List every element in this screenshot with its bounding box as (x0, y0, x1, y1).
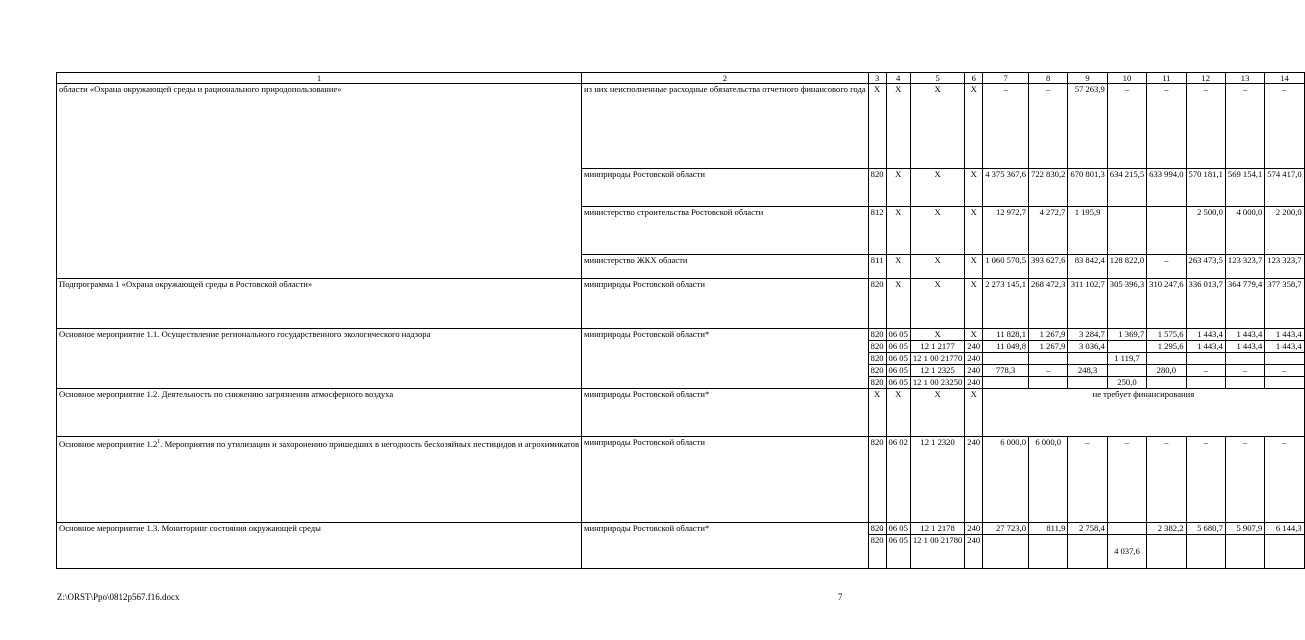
value-cell: 336 013,7 (1186, 279, 1225, 329)
cell: 06 05 (886, 523, 910, 535)
value-cell: 1 443,4 (1186, 341, 1225, 353)
value-cell: 4 272,7 (1029, 207, 1068, 255)
value-cell: – (983, 84, 1029, 169)
value-cell: 11 828,1 (983, 329, 1029, 341)
value-cell: 570 181,1 (1186, 169, 1225, 207)
value-cell (1029, 377, 1068, 389)
program-name-cell: области «Охрана окружающей среды и рационального природопользование» (57, 84, 582, 279)
cell: 12 1 2320 (910, 437, 964, 523)
cell: X (965, 84, 983, 169)
cell: 06 05 (886, 535, 910, 569)
col-header: 6 (965, 73, 983, 84)
cell: 820 (868, 377, 886, 389)
cell: 812 (868, 207, 886, 255)
executor-cell: минприроды Ростовской области* (582, 389, 869, 437)
value-cell: – (1029, 84, 1068, 169)
col-header: 1 (57, 73, 582, 84)
cell: 240 (965, 377, 983, 389)
value-cell: – (1107, 437, 1146, 523)
executor-cell: министерство строительства Ростовской области (582, 207, 869, 255)
value-cell: 11 049,8 (983, 341, 1029, 353)
no-funding-note: не требует финансирования (983, 389, 1304, 437)
cell: 06 05 (886, 365, 910, 377)
executor-cell: министерство ЖКХ области (582, 255, 869, 279)
value-cell: 1 575,6 (1147, 329, 1186, 341)
cell: 240 (965, 365, 983, 377)
value-cell: 377 358,7 (1265, 279, 1304, 329)
value-cell (983, 377, 1029, 389)
value-cell: 2 500,0 (1186, 207, 1225, 255)
cell: 240 (965, 437, 983, 523)
value-cell (1107, 365, 1146, 377)
cell: 811 (868, 255, 886, 279)
value-cell: – (1068, 437, 1107, 523)
subprogram-name-cell: Подпрограмма 1 «Охрана окружающей среды в Ростовской области» (57, 279, 582, 329)
value-cell: 6 144,3 (1265, 523, 1304, 535)
value-cell: – (1265, 84, 1304, 169)
value-cell (1225, 353, 1264, 365)
col-header: 14 (1265, 73, 1304, 84)
value-cell: – (1225, 84, 1264, 169)
col-header: 12 (1186, 73, 1225, 84)
value-cell: 1 119,7 (1107, 353, 1146, 365)
value-cell: 364 779,4 (1225, 279, 1264, 329)
executor-cell: минприроды Ростовской области* (582, 523, 869, 569)
cell: 12 1 2177 (910, 341, 964, 353)
value-cell: 574 417,0 (1265, 169, 1304, 207)
value-cell: 250,0 (1107, 377, 1146, 389)
executor-cell: минприроды Ростовской области* (582, 329, 869, 389)
activity-name-cell: Основное мероприятие 1.3. Мониторинг состояния окружающей среды (57, 523, 582, 569)
executor-cell: из них неисполненные расходные обязательства отчетного финансового года (582, 84, 869, 169)
cell: X (886, 207, 910, 255)
value-cell: 6 000,0 (1029, 437, 1068, 523)
cell: 12 1 2178 (910, 523, 964, 535)
cell: 06 05 (886, 329, 910, 341)
value-cell (1107, 523, 1146, 535)
cell: X (910, 389, 964, 437)
cell: X (910, 207, 964, 255)
col-header: 11 (1147, 73, 1186, 84)
value-cell: 1 443,4 (1186, 329, 1225, 341)
executor-cell: минприроды Ростовской области (582, 169, 869, 207)
value-cell: 1 195,9 (1068, 207, 1107, 255)
cell: X (886, 389, 910, 437)
value-cell: 5 680,7 (1186, 523, 1225, 535)
activity-name-cell: Основное мероприятие 1.2. Деятельность по снижению загрязнения атмосферного воздуха (57, 389, 582, 437)
value-cell (1186, 377, 1225, 389)
cell: X (965, 279, 983, 329)
value-cell (1107, 341, 1146, 353)
cell: 820 (868, 535, 886, 569)
value-cell: – (1186, 437, 1225, 523)
value-cell: 2 758,4 (1068, 523, 1107, 535)
value-cell: 4 375 367,6 (983, 169, 1029, 207)
value-cell: 280,0 (1147, 365, 1186, 377)
value-cell: – (1265, 437, 1304, 523)
value-cell: 3 284,7 (1068, 329, 1107, 341)
cell: 12 1 00 21770 (910, 353, 964, 365)
value-cell: 1 369,7 (1107, 329, 1146, 341)
cell: 12 1 00 23250 (910, 377, 964, 389)
file-path: Z:\ORST\Ppo\0812p567.f16.docx (57, 592, 180, 602)
value-cell: 305 396,3 (1107, 279, 1146, 329)
value-cell (1029, 535, 1068, 569)
value-cell (1186, 535, 1225, 569)
value-cell: 569 154,1 (1225, 169, 1264, 207)
cell: X (886, 255, 910, 279)
value-cell: 778,3 (983, 365, 1029, 377)
cell: 820 (868, 329, 886, 341)
value-cell: 1 267,9 (1029, 341, 1068, 353)
value-cell: 248,3 (1068, 365, 1107, 377)
value-cell: 634 215,5 (1107, 169, 1146, 207)
cell: 12 1 2325 (910, 365, 964, 377)
value-cell: 12 972,7 (983, 207, 1029, 255)
cell: X (886, 279, 910, 329)
cell: X (868, 84, 886, 169)
cell: X (965, 389, 983, 437)
cell: X (910, 169, 964, 207)
cell: 240 (965, 353, 983, 365)
col-header: 5 (910, 73, 964, 84)
value-cell: 4 037,6 (1107, 535, 1146, 569)
col-header: 3 (868, 73, 886, 84)
value-cell: 1 443,4 (1225, 329, 1264, 341)
value-cell: 123 323,7 (1225, 255, 1264, 279)
cell: X (965, 169, 983, 207)
executor-cell: минприроды Ростовской области (582, 279, 869, 329)
value-cell: 128 822,0 (1107, 255, 1146, 279)
value-cell: 1 443,4 (1265, 341, 1304, 353)
value-cell (1147, 353, 1186, 365)
cell: 820 (868, 523, 886, 535)
value-cell: 4 000,0 (1225, 207, 1264, 255)
budget-table (56, 72, 1305, 569)
value-cell (1265, 377, 1304, 389)
value-cell (1068, 353, 1107, 365)
cell: X (868, 389, 886, 437)
table-row (57, 523, 1305, 535)
cell: X (910, 279, 964, 329)
col-header: 9 (1068, 73, 1107, 84)
value-cell: 393 627,6 (1029, 255, 1068, 279)
value-cell: 311 102,7 (1068, 279, 1107, 329)
value-cell (1265, 353, 1304, 365)
value-cell: 5 907,9 (1225, 523, 1264, 535)
table-row (57, 389, 1305, 437)
value-cell: 6 000,0 (983, 437, 1029, 523)
value-cell: – (1225, 437, 1264, 523)
cell: X (910, 329, 964, 341)
value-cell: – (1147, 437, 1186, 523)
cell: X (965, 207, 983, 255)
col-header: 13 (1225, 73, 1264, 84)
activity-name-cell: Основное мероприятие 1.1. Осуществление регионального государственного экологического надзора (57, 329, 582, 389)
value-cell: – (1029, 365, 1068, 377)
value-cell: – (1107, 84, 1146, 169)
value-cell (1147, 207, 1186, 255)
cell: 06 05 (886, 377, 910, 389)
value-cell: 2 382,2 (1147, 523, 1186, 535)
cell: X (965, 329, 983, 341)
value-cell: 670 801,3 (1068, 169, 1107, 207)
value-cell: 268 472,3 (1029, 279, 1068, 329)
value-cell (1225, 377, 1264, 389)
value-cell (1068, 377, 1107, 389)
value-cell (1029, 353, 1068, 365)
value-cell: 1 443,4 (1265, 329, 1304, 341)
cell: 820 (868, 279, 886, 329)
value-cell: 123 323,7 (1265, 255, 1304, 279)
table-row (57, 279, 1305, 329)
activity-name-end: . Мероприятия по утилизации и захоронению пришедших в негодность бесхозяйных пестицидов и агрохимикатов (160, 438, 580, 449)
page-number: 7 (838, 592, 843, 602)
col-header: 2 (582, 73, 869, 84)
value-cell: 83 842,4 (1068, 255, 1107, 279)
cell: 240 (965, 341, 983, 353)
value-cell (1147, 377, 1186, 389)
cell: 820 (868, 169, 886, 207)
col-header: 10 (1107, 73, 1146, 84)
cell: 06 05 (886, 353, 910, 365)
col-header: 4 (886, 73, 910, 84)
executor-cell: минприроды Ростовской области (582, 437, 869, 523)
value-cell: 1 267,9 (1029, 329, 1068, 341)
value-cell: – (1186, 84, 1225, 169)
value-cell: 2 273 145,1 (983, 279, 1029, 329)
value-cell: 27 723,0 (983, 523, 1029, 535)
cell: 820 (868, 437, 886, 523)
activity-name-start: Основное мероприятие 1.2 (59, 438, 158, 449)
value-cell: 310 247,6 (1147, 279, 1186, 329)
value-cell: – (1186, 365, 1225, 377)
value-cell (1068, 535, 1107, 569)
value-cell (983, 353, 1029, 365)
table-row (57, 329, 1305, 341)
value-cell: – (1147, 84, 1186, 169)
table-row (57, 437, 1305, 523)
value-cell: 3 036,4 (1068, 341, 1107, 353)
value-cell (1107, 207, 1146, 255)
col-header: 8 (1029, 73, 1068, 84)
cell: X (965, 255, 983, 279)
cell: X (910, 255, 964, 279)
value-cell: 811,9 (1029, 523, 1068, 535)
value-cell: 263 473,5 (1186, 255, 1225, 279)
value-cell (1225, 535, 1264, 569)
cell: 820 (868, 353, 886, 365)
cell: 240 (965, 535, 983, 569)
header-row (57, 73, 1305, 84)
value-cell: 2 200,0 (1265, 207, 1304, 255)
cell: X (886, 84, 910, 169)
table-row (57, 84, 1305, 169)
cell: X (910, 84, 964, 169)
value-cell (1186, 353, 1225, 365)
cell: 06 02 (886, 437, 910, 523)
value-cell: – (1147, 255, 1186, 279)
cell: X (886, 169, 910, 207)
value-cell: 633 994,0 (1147, 169, 1186, 207)
value-cell: 1 060 570,5 (983, 255, 1029, 279)
cell: 06 05 (886, 341, 910, 353)
col-header: 7 (983, 73, 1029, 84)
cell: 12 1 00 21780 (910, 535, 964, 569)
value-cell: 57 263,9 (1068, 84, 1107, 169)
cell: 240 (965, 523, 983, 535)
value-cell: – (1265, 365, 1304, 377)
value-cell (1147, 535, 1186, 569)
value-cell (983, 535, 1029, 569)
superscript: 1 (157, 439, 161, 445)
cell: 820 (868, 365, 886, 377)
value-cell: 1 295,6 (1147, 341, 1186, 353)
cell: 820 (868, 341, 886, 353)
value-cell (1265, 535, 1304, 569)
value-cell: 722 830,2 (1029, 169, 1068, 207)
activity-name-cell (57, 437, 582, 523)
value-cell: – (1225, 365, 1264, 377)
value-cell: 1 443,4 (1225, 341, 1264, 353)
